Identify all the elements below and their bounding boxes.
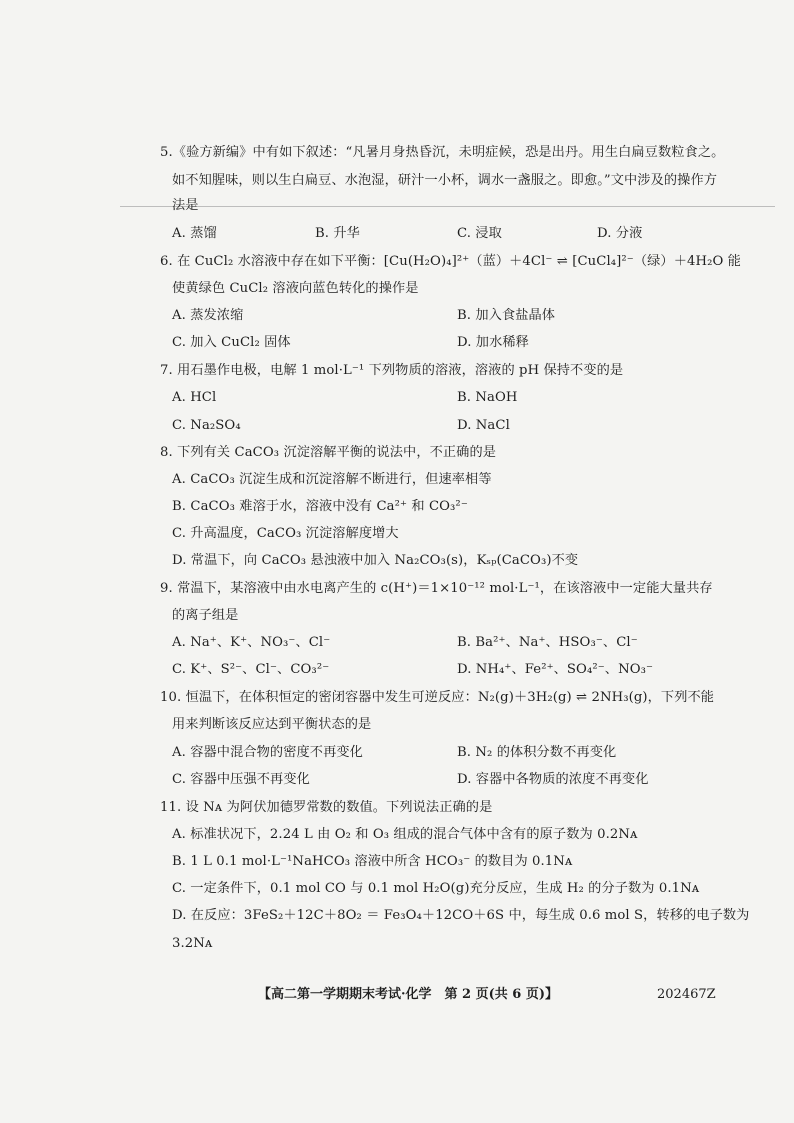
q6-option-b: B. 加入食盐晶体: [457, 308, 556, 323]
q8-option-b: B. CaCO₃ 难溶于水，溶液中没有 Ca²⁺ 和 CO₃²⁻: [172, 499, 468, 514]
q8-option-a: A. CaCO₃ 沉淀生成和沉淀溶解不断进行，但速率相等: [172, 472, 492, 487]
q9-option-c: C. K⁺、S²⁻、Cl⁻、CO₃²⁻: [172, 662, 330, 677]
q7-option-a: A. HCl: [172, 390, 217, 405]
q11-option-c: C. 一定条件下，0.1 mol CO 与 0.1 mol H₂O(g)充分反应，生成 H₂ 的分子数为 0.1Nᴀ: [172, 881, 700, 896]
q11-option-b: B. 1 L 0.1 mol·L⁻¹NaHCO₃ 溶液中所含 HCO₃⁻ 的数目为 0.1Nᴀ: [172, 854, 573, 869]
q10-option-c: C. 容器中压强不再变化: [172, 772, 310, 787]
q6-option-d: D. 加水稀释: [457, 335, 529, 350]
q9-option-d: D. NH₄⁺、Fe²⁺、SO₄²⁻、NO₃⁻: [457, 662, 654, 677]
q6-option-a: A. 蒸发浓缩: [172, 308, 244, 323]
q11-option-d-line1: D. 在反应：3FeS₂＋12C＋8O₂ ＝ Fe₃O₄＋12CO＋6S 中，每生成 0.6 mol S，转移的电子数为: [172, 908, 750, 923]
q10-option-d: D. 容器中各物质的浓度不再变化: [457, 772, 649, 787]
exam-code: 202467Z: [657, 987, 716, 1002]
q10-stem-line2: 用来判断该反应达到平衡状态的是: [172, 717, 372, 732]
q5-stem-line3: 法是: [172, 198, 199, 213]
q5-option-b: B. 升华: [315, 226, 360, 241]
q8-stem: 8. 下列有关 CaCO₃ 沉淀溶解平衡的说法中，不正确的是: [160, 445, 497, 460]
q11-stem: 11. 设 Nᴀ 为阿伏加德罗常数的数值。下列说法正确的是: [160, 800, 493, 815]
q8-option-c: C. 升高温度，CaCO₃ 沉淀溶解度增大: [172, 526, 399, 541]
q11-option-d-line2: 3.2Nᴀ: [172, 936, 213, 951]
q10-option-b: B. N₂ 的体积分数不再变化: [457, 745, 617, 760]
q10-option-a: A. 容器中混合物的密度不再变化: [172, 745, 363, 760]
q9-option-a: A. Na⁺、K⁺、NO₃⁻、Cl⁻: [172, 635, 331, 650]
q8-option-d: D. 常温下，向 CaCO₃ 悬浊液中加入 Na₂CO₃(s)，Kₛₚ(CaCO₃)不变: [172, 553, 579, 568]
q7-option-b: B. NaOH: [457, 390, 518, 405]
fold-line: [120, 206, 775, 207]
q5-option-d: D. 分液: [597, 226, 643, 241]
q6-stem-line1: 6. 在 CuCl₂ 水溶液中存在如下平衡：[Cu(H₂O)₄]²⁺（蓝）＋4Cl⁻ ⇌ [CuCl₄]²⁻（绿）＋4H₂O 能: [160, 254, 741, 269]
q5-option-c: C. 浸取: [457, 226, 502, 241]
q7-option-d: D. NaCl: [457, 418, 510, 433]
q5-stem-line2: 如不知腥味，则以生白扁豆、水泡湿，研汁一小杯，调水一盏服之。即愈。”文中涉及的操作方: [172, 173, 718, 188]
q5-stem-line1: 5.《验方新编》中有如下叙述：“凡暑月身热昏沉，未明症候，恐是出丹。用生白扁豆数粒食之。: [160, 145, 725, 160]
page-footer: 【高二第一学期期末考试·化学 第 2 页(共 6 页)】: [258, 987, 559, 1002]
q9-stem-line1: 9. 常温下，某溶液中由水电离产生的 c(H⁺)＝1×10⁻¹² mol·L⁻¹，在该溶液中一定能大量共存: [160, 581, 713, 596]
q6-stem-line2: 使黄绿色 CuCl₂ 溶液向蓝色转化的操作是: [172, 281, 419, 296]
q6-option-c: C. 加入 CuCl₂ 固体: [172, 335, 291, 350]
q7-option-c: C. Na₂SO₄: [172, 418, 241, 433]
q10-stem-line1: 10. 恒温下，在体积恒定的密闭容器中发生可逆反应：N₂(g)＋3H₂(g) ⇌ 2NH₃(g)，下列不能: [160, 690, 715, 705]
q5-option-a: A. 蒸馏: [172, 226, 217, 241]
q11-option-a: A. 标准状况下，2.24 L 由 O₂ 和 O₃ 组成的混合气体中含有的原子数为 0.2Nᴀ: [172, 827, 638, 842]
q7-stem: 7. 用石墨作电极，电解 1 mol·L⁻¹ 下列物质的溶液，溶液的 pH 保持不变的是: [160, 363, 624, 378]
q9-stem-line2: 的离子组是: [172, 608, 239, 623]
q9-option-b: B. Ba²⁺、Na⁺、HSO₃⁻、Cl⁻: [457, 635, 638, 650]
